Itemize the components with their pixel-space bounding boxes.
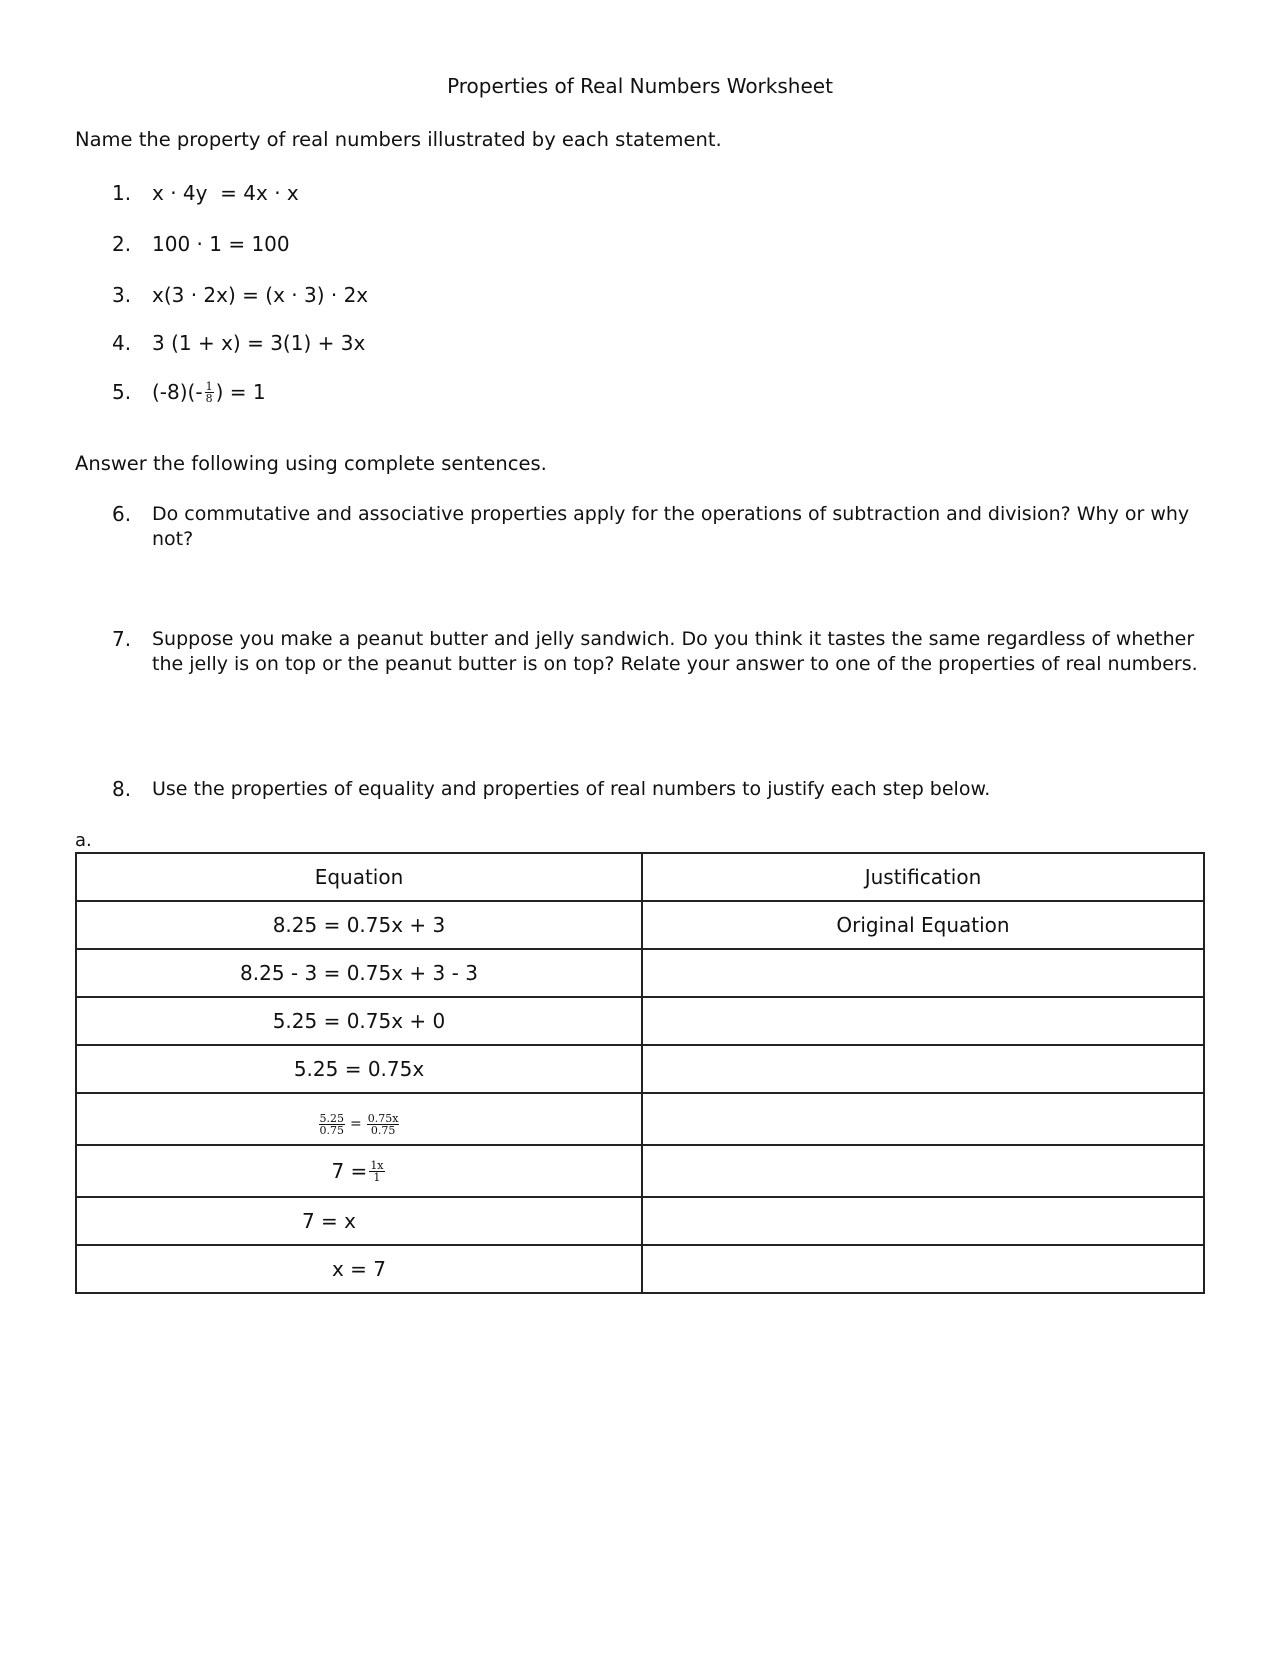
fraction-numerator: 0.75x: [367, 1111, 399, 1125]
question-text: Do commutative and associative properties apply for the operations of subtraction and division? Why or why not?: [152, 503, 1190, 550]
problem-number: 5.: [112, 380, 132, 404]
problem-text: 3 (1 + x) = 3(1) + 3x: [152, 331, 366, 355]
problem-number: 2.: [112, 232, 132, 256]
table-row: [76, 1197, 1204, 1245]
page-title: Properties of Real Numbers Worksheet: [447, 74, 833, 98]
problem-number: 1.: [112, 181, 132, 205]
table-row: [76, 1245, 1204, 1293]
expr-prefix: (-8)(-: [152, 380, 203, 404]
fraction-equation: [331, 1159, 386, 1183]
problem-1: [112, 181, 299, 205]
problem-text: x · 4y = 4x · x: [152, 181, 299, 205]
equation-cell: [76, 1093, 642, 1145]
table-row: [76, 1045, 1204, 1093]
question-6: [112, 502, 1212, 552]
equation-cell: 5.25 = 0.75x: [76, 1045, 642, 1093]
equation-text: 7 = x: [301, 1209, 357, 1233]
table-row: [76, 949, 1204, 997]
fraction-left: [319, 1113, 346, 1136]
fraction-equation: [317, 1113, 402, 1136]
header-equation: Equation: [76, 853, 642, 901]
problem-2: [112, 232, 290, 256]
equation-cell: 8.25 = 0.75x + 3: [76, 901, 642, 949]
part-label: a.: [75, 830, 92, 851]
justification-table: [75, 852, 1205, 1294]
fraction-numerator: 1x: [370, 1158, 384, 1172]
table-row: [76, 1093, 1204, 1145]
fraction-numerator: 1: [205, 379, 213, 393]
question-number: 6.: [112, 502, 132, 526]
problem-text: 100 · 1 = 100: [152, 232, 290, 256]
fraction: [205, 381, 214, 404]
fraction-right: [367, 1113, 400, 1136]
justification-cell[interactable]: [642, 1045, 1204, 1093]
question-text: Use the properties of equality and properties of real numbers to justify each step below.: [152, 778, 991, 800]
equals-sign: =: [350, 1116, 362, 1132]
fraction: [369, 1160, 384, 1183]
fraction-denominator: 8: [205, 391, 213, 405]
equation-cell: x = 7: [76, 1245, 642, 1293]
question-7: [112, 627, 1212, 677]
equation-cell: [76, 1145, 642, 1197]
table-row: [76, 1145, 1204, 1197]
problem-5: [112, 380, 266, 404]
justification-cell[interactable]: [642, 1145, 1204, 1197]
problem-number: 4.: [112, 331, 132, 355]
section2-instruction: Answer the following using complete sentences.: [75, 452, 547, 475]
fraction-denominator: 0.75: [319, 1123, 345, 1137]
fraction-numerator: 5.25: [319, 1111, 345, 1125]
problem-number: 3.: [112, 283, 132, 307]
section1-instruction: Name the property of real numbers illustrated by each statement.: [75, 128, 722, 151]
justification-cell[interactable]: [642, 997, 1204, 1045]
problem-4: [112, 331, 365, 355]
justification-cell[interactable]: [642, 1093, 1204, 1145]
fraction-denominator: 1: [373, 1170, 381, 1184]
equation-lead: 7 =: [331, 1159, 368, 1183]
justification-cell[interactable]: [642, 1245, 1204, 1293]
header-justification: Justification: [642, 853, 1204, 901]
justification-cell[interactable]: [642, 1197, 1204, 1245]
justification-cell[interactable]: Original Equation: [642, 901, 1204, 949]
question-text: Suppose you make a peanut butter and jelly sandwich. Do you think it tastes the same regardless of whether the jelly is on top or the peanut butter is on top? Relate your answer to one of the properties of real numbers.: [152, 628, 1198, 675]
question-8: [112, 777, 1212, 802]
expr-suffix: ) = 1: [215, 380, 266, 404]
question-number: 8.: [112, 777, 132, 801]
equation-cell: [76, 1197, 642, 1245]
equation-cell: 5.25 = 0.75x + 0: [76, 997, 642, 1045]
table-row: [76, 997, 1204, 1045]
problem-3: [112, 283, 368, 307]
problem-text: [152, 380, 266, 404]
problem-text: x(3 · 2x) = (x · 3) · 2x: [152, 283, 369, 307]
fraction-denominator: 0.75: [370, 1123, 396, 1137]
equation-cell: 8.25 - 3 = 0.75x + 3 - 3: [76, 949, 642, 997]
table-row: [76, 901, 1204, 949]
question-number: 7.: [112, 627, 132, 651]
justification-cell[interactable]: [642, 949, 1204, 997]
table-header-row: [76, 853, 1204, 901]
